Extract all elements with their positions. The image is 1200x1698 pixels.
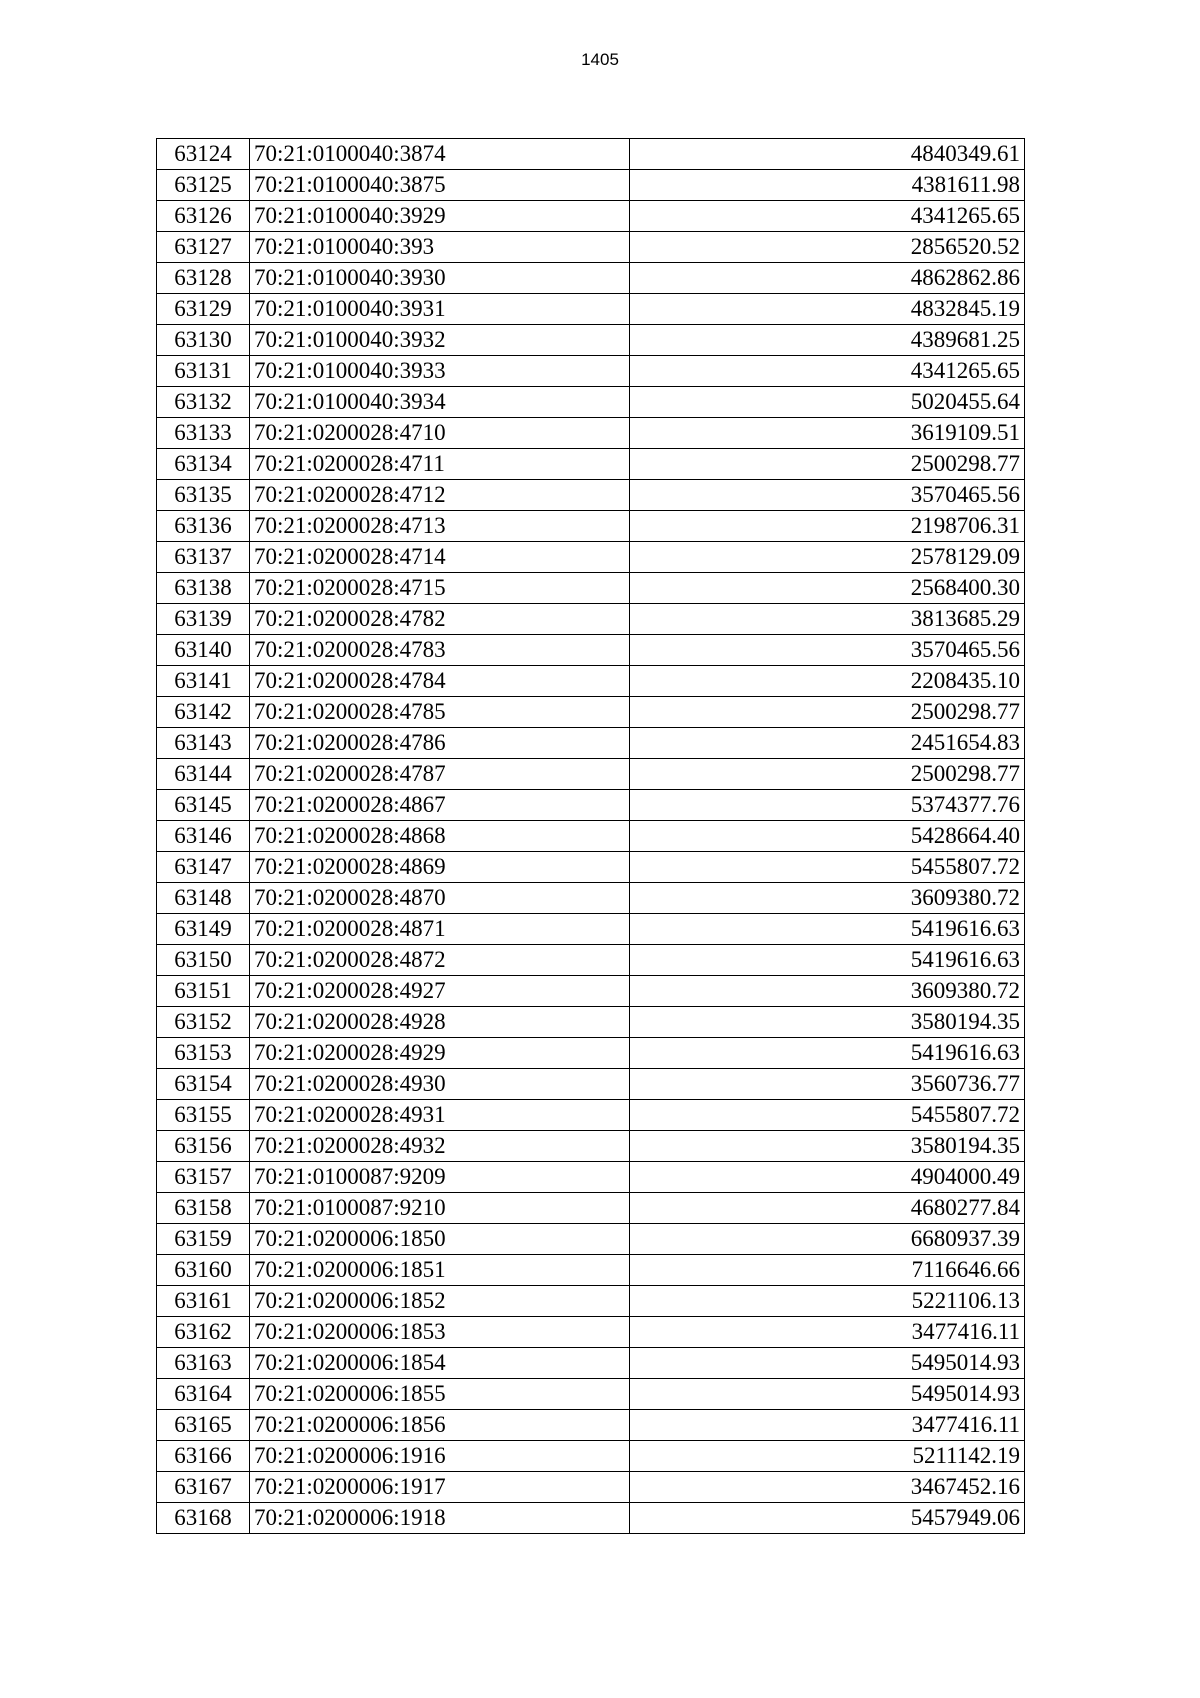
table-row — [157, 232, 1025, 263]
cadastral-value-cell: 4389681.25 — [630, 325, 1025, 356]
table-row — [157, 1038, 1025, 1069]
row-number-cell: 63146 — [157, 821, 250, 852]
cadastral-number-cell: 70:21:0100040:3930 — [250, 263, 630, 294]
cadastral-value-cell: 5457949.06 — [630, 1503, 1025, 1534]
table-body — [157, 139, 1025, 1534]
table-row — [157, 914, 1025, 945]
cadastral-value-cell: 5419616.63 — [630, 914, 1025, 945]
row-number-cell: 63168 — [157, 1503, 250, 1534]
table-row — [157, 356, 1025, 387]
table-row — [157, 170, 1025, 201]
table-row — [157, 480, 1025, 511]
table-row — [157, 573, 1025, 604]
cadastral-number-cell: 70:21:0200028:4928 — [250, 1007, 630, 1038]
table-row — [157, 697, 1025, 728]
cadastral-number-cell: 70:21:0200028:4713 — [250, 511, 630, 542]
cadastral-number-cell: 70:21:0200006:1850 — [250, 1224, 630, 1255]
row-number-cell: 63134 — [157, 449, 250, 480]
table-row — [157, 1472, 1025, 1503]
cadastral-number-cell: 70:21:0200028:4712 — [250, 480, 630, 511]
row-number-cell: 63132 — [157, 387, 250, 418]
cadastral-number-cell: 70:21:0200006:1852 — [250, 1286, 630, 1317]
cadastral-value-cell: 3570465.56 — [630, 480, 1025, 511]
row-number-cell: 63128 — [157, 263, 250, 294]
cadastral-number-cell: 70:21:0200028:4930 — [250, 1069, 630, 1100]
cadastral-value-cell: 2568400.30 — [630, 573, 1025, 604]
cadastral-value-cell: 5211142.19 — [630, 1441, 1025, 1472]
row-number-cell: 63131 — [157, 356, 250, 387]
cadastral-value-cell: 2578129.09 — [630, 542, 1025, 573]
table-row — [157, 1410, 1025, 1441]
row-number-cell: 63124 — [157, 139, 250, 170]
cadastral-value-cell: 4680277.84 — [630, 1193, 1025, 1224]
row-number-cell: 63149 — [157, 914, 250, 945]
row-number-cell: 63167 — [157, 1472, 250, 1503]
table-row — [157, 1100, 1025, 1131]
cadastral-value-cell: 5374377.76 — [630, 790, 1025, 821]
table-row — [157, 1193, 1025, 1224]
cadastral-number-cell: 70:21:0100040:3929 — [250, 201, 630, 232]
table-row — [157, 1069, 1025, 1100]
cadastral-value-cell: 7116646.66 — [630, 1255, 1025, 1286]
table-row — [157, 883, 1025, 914]
row-number-cell: 63154 — [157, 1069, 250, 1100]
cadastral-value-cell: 5495014.93 — [630, 1348, 1025, 1379]
cadastral-value-cell: 3477416.11 — [630, 1317, 1025, 1348]
table-row — [157, 635, 1025, 666]
cadastral-value-cell: 6680937.39 — [630, 1224, 1025, 1255]
row-number-cell: 63125 — [157, 170, 250, 201]
row-number-cell: 63151 — [157, 976, 250, 1007]
cadastral-number-cell: 70:21:0100087:9210 — [250, 1193, 630, 1224]
table-row — [157, 542, 1025, 573]
table-row — [157, 666, 1025, 697]
cadastral-value-cell: 3609380.72 — [630, 976, 1025, 1007]
cadastral-value-cell: 3580194.35 — [630, 1007, 1025, 1038]
cadastral-value-cell: 5221106.13 — [630, 1286, 1025, 1317]
cadastral-value-cell: 3477416.11 — [630, 1410, 1025, 1441]
cadastral-value-cell: 5455807.72 — [630, 852, 1025, 883]
cadastral-number-cell: 70:21:0200006:1917 — [250, 1472, 630, 1503]
cadastral-number-cell: 70:21:0200006:1855 — [250, 1379, 630, 1410]
cadastral-number-cell: 70:21:0100040:3875 — [250, 170, 630, 201]
table-row — [157, 201, 1025, 232]
cadastral-number-cell: 70:21:0200028:4867 — [250, 790, 630, 821]
table-row — [157, 294, 1025, 325]
cadastral-number-cell: 70:21:0200006:1856 — [250, 1410, 630, 1441]
table-row — [157, 1379, 1025, 1410]
cadastral-value-cell: 3467452.16 — [630, 1472, 1025, 1503]
table-row — [157, 728, 1025, 759]
row-number-cell: 63147 — [157, 852, 250, 883]
cadastral-number-cell: 70:21:0200028:4872 — [250, 945, 630, 976]
row-number-cell: 63166 — [157, 1441, 250, 1472]
table-row — [157, 1317, 1025, 1348]
cadastral-value-cell: 4832845.19 — [630, 294, 1025, 325]
cadastral-number-cell: 70:21:0200028:4868 — [250, 821, 630, 852]
cadastral-value-cell: 3619109.51 — [630, 418, 1025, 449]
row-number-cell: 63143 — [157, 728, 250, 759]
table-row — [157, 139, 1025, 170]
table-row — [157, 1348, 1025, 1379]
cadastral-number-cell: 70:21:0200028:4929 — [250, 1038, 630, 1069]
row-number-cell: 63127 — [157, 232, 250, 263]
cadastral-value-cell: 2856520.52 — [630, 232, 1025, 263]
cadastral-value-cell: 4840349.61 — [630, 139, 1025, 170]
row-number-cell: 63142 — [157, 697, 250, 728]
cadastral-number-cell: 70:21:0200028:4783 — [250, 635, 630, 666]
cadastral-value-cell: 3570465.56 — [630, 635, 1025, 666]
cadastral-value-cell: 5428664.40 — [630, 821, 1025, 852]
row-number-cell: 63156 — [157, 1131, 250, 1162]
cadastral-number-cell: 70:21:0200028:4785 — [250, 697, 630, 728]
row-number-cell: 63165 — [157, 1410, 250, 1441]
cadastral-number-cell: 70:21:0200028:4931 — [250, 1100, 630, 1131]
row-number-cell: 63159 — [157, 1224, 250, 1255]
cadastral-value-table — [156, 138, 1025, 1534]
cadastral-number-cell: 70:21:0100040:3932 — [250, 325, 630, 356]
cadastral-number-cell: 70:21:0200028:4710 — [250, 418, 630, 449]
row-number-cell: 63136 — [157, 511, 250, 542]
cadastral-number-cell: 70:21:0200028:4869 — [250, 852, 630, 883]
table-row — [157, 945, 1025, 976]
cadastral-value-cell: 3560736.77 — [630, 1069, 1025, 1100]
row-number-cell: 63145 — [157, 790, 250, 821]
cadastral-value-cell: 5419616.63 — [630, 945, 1025, 976]
cadastral-value-cell: 4862862.86 — [630, 263, 1025, 294]
row-number-cell: 63130 — [157, 325, 250, 356]
table-row — [157, 604, 1025, 635]
cadastral-value-cell: 5495014.93 — [630, 1379, 1025, 1410]
row-number-cell: 63141 — [157, 666, 250, 697]
row-number-cell: 63140 — [157, 635, 250, 666]
row-number-cell: 63126 — [157, 201, 250, 232]
cadastral-number-cell: 70:21:0200028:4870 — [250, 883, 630, 914]
row-number-cell: 63129 — [157, 294, 250, 325]
row-number-cell: 63163 — [157, 1348, 250, 1379]
row-number-cell: 63139 — [157, 604, 250, 635]
cadastral-number-cell: 70:21:0200028:4714 — [250, 542, 630, 573]
row-number-cell: 63161 — [157, 1286, 250, 1317]
cadastral-number-cell: 70:21:0200028:4871 — [250, 914, 630, 945]
table-row — [157, 387, 1025, 418]
cadastral-value-cell: 5419616.63 — [630, 1038, 1025, 1069]
row-number-cell: 63157 — [157, 1162, 250, 1193]
cadastral-value-cell: 3609380.72 — [630, 883, 1025, 914]
row-number-cell: 63133 — [157, 418, 250, 449]
cadastral-number-cell: 70:21:0100040:3934 — [250, 387, 630, 418]
cadastral-value-cell: 2500298.77 — [630, 759, 1025, 790]
table-row — [157, 325, 1025, 356]
cadastral-number-cell: 70:21:0100040:3931 — [250, 294, 630, 325]
table-row — [157, 263, 1025, 294]
table-row — [157, 1286, 1025, 1317]
table-row — [157, 1503, 1025, 1534]
row-number-cell: 63162 — [157, 1317, 250, 1348]
cadastral-number-cell: 70:21:0200028:4711 — [250, 449, 630, 480]
table-row — [157, 1007, 1025, 1038]
table-row — [157, 418, 1025, 449]
cadastral-value-cell: 2451654.83 — [630, 728, 1025, 759]
cadastral-number-cell: 70:21:0200028:4932 — [250, 1131, 630, 1162]
table-row — [157, 976, 1025, 1007]
table-row — [157, 1441, 1025, 1472]
table-row — [157, 821, 1025, 852]
row-number-cell: 63160 — [157, 1255, 250, 1286]
cadastral-number-cell: 70:21:0200028:4782 — [250, 604, 630, 635]
table-row — [157, 1131, 1025, 1162]
cadastral-value-cell: 3813685.29 — [630, 604, 1025, 635]
cadastral-number-cell: 70:21:0200028:4786 — [250, 728, 630, 759]
cadastral-number-cell: 70:21:0200006:1916 — [250, 1441, 630, 1472]
row-number-cell: 63164 — [157, 1379, 250, 1410]
cadastral-number-cell: 70:21:0200028:4784 — [250, 666, 630, 697]
cadastral-value-cell: 4341265.65 — [630, 201, 1025, 232]
cadastral-number-cell: 70:21:0200006:1853 — [250, 1317, 630, 1348]
cadastral-value-cell: 2500298.77 — [630, 449, 1025, 480]
cadastral-number-cell: 70:21:0100040:393 — [250, 232, 630, 263]
row-number-cell: 63150 — [157, 945, 250, 976]
cadastral-number-cell: 70:21:0200006:1854 — [250, 1348, 630, 1379]
row-number-cell: 63152 — [157, 1007, 250, 1038]
page-number: 1405 — [581, 50, 619, 69]
cadastral-number-cell: 70:21:0200028:4715 — [250, 573, 630, 604]
cadastral-value-cell: 2500298.77 — [630, 697, 1025, 728]
table-row — [157, 1162, 1025, 1193]
table-row — [157, 759, 1025, 790]
cadastral-value-cell: 2198706.31 — [630, 511, 1025, 542]
cadastral-value-cell: 4381611.98 — [630, 170, 1025, 201]
row-number-cell: 63158 — [157, 1193, 250, 1224]
cadastral-number-cell: 70:21:0200028:4927 — [250, 976, 630, 1007]
table-row — [157, 852, 1025, 883]
cadastral-value-cell: 3580194.35 — [630, 1131, 1025, 1162]
cadastral-number-cell: 70:21:0200006:1918 — [250, 1503, 630, 1534]
cadastral-number-cell: 70:21:0100040:3874 — [250, 139, 630, 170]
row-number-cell: 63144 — [157, 759, 250, 790]
cadastral-number-cell: 70:21:0100087:9209 — [250, 1162, 630, 1193]
table-row — [157, 790, 1025, 821]
table-row — [157, 449, 1025, 480]
cadastral-value-cell: 2208435.10 — [630, 666, 1025, 697]
table-row — [157, 1255, 1025, 1286]
row-number-cell: 63138 — [157, 573, 250, 604]
row-number-cell: 63148 — [157, 883, 250, 914]
cadastral-value-cell: 4341265.65 — [630, 356, 1025, 387]
table-row — [157, 1224, 1025, 1255]
row-number-cell: 63135 — [157, 480, 250, 511]
row-number-cell: 63137 — [157, 542, 250, 573]
cadastral-number-cell: 70:21:0100040:3933 — [250, 356, 630, 387]
cadastral-value-cell: 5020455.64 — [630, 387, 1025, 418]
cadastral-value-cell: 5455807.72 — [630, 1100, 1025, 1131]
row-number-cell: 63155 — [157, 1100, 250, 1131]
cadastral-number-cell: 70:21:0200028:4787 — [250, 759, 630, 790]
cadastral-value-cell: 4904000.49 — [630, 1162, 1025, 1193]
row-number-cell: 63153 — [157, 1038, 250, 1069]
cadastral-number-cell: 70:21:0200006:1851 — [250, 1255, 630, 1286]
table-row — [157, 511, 1025, 542]
